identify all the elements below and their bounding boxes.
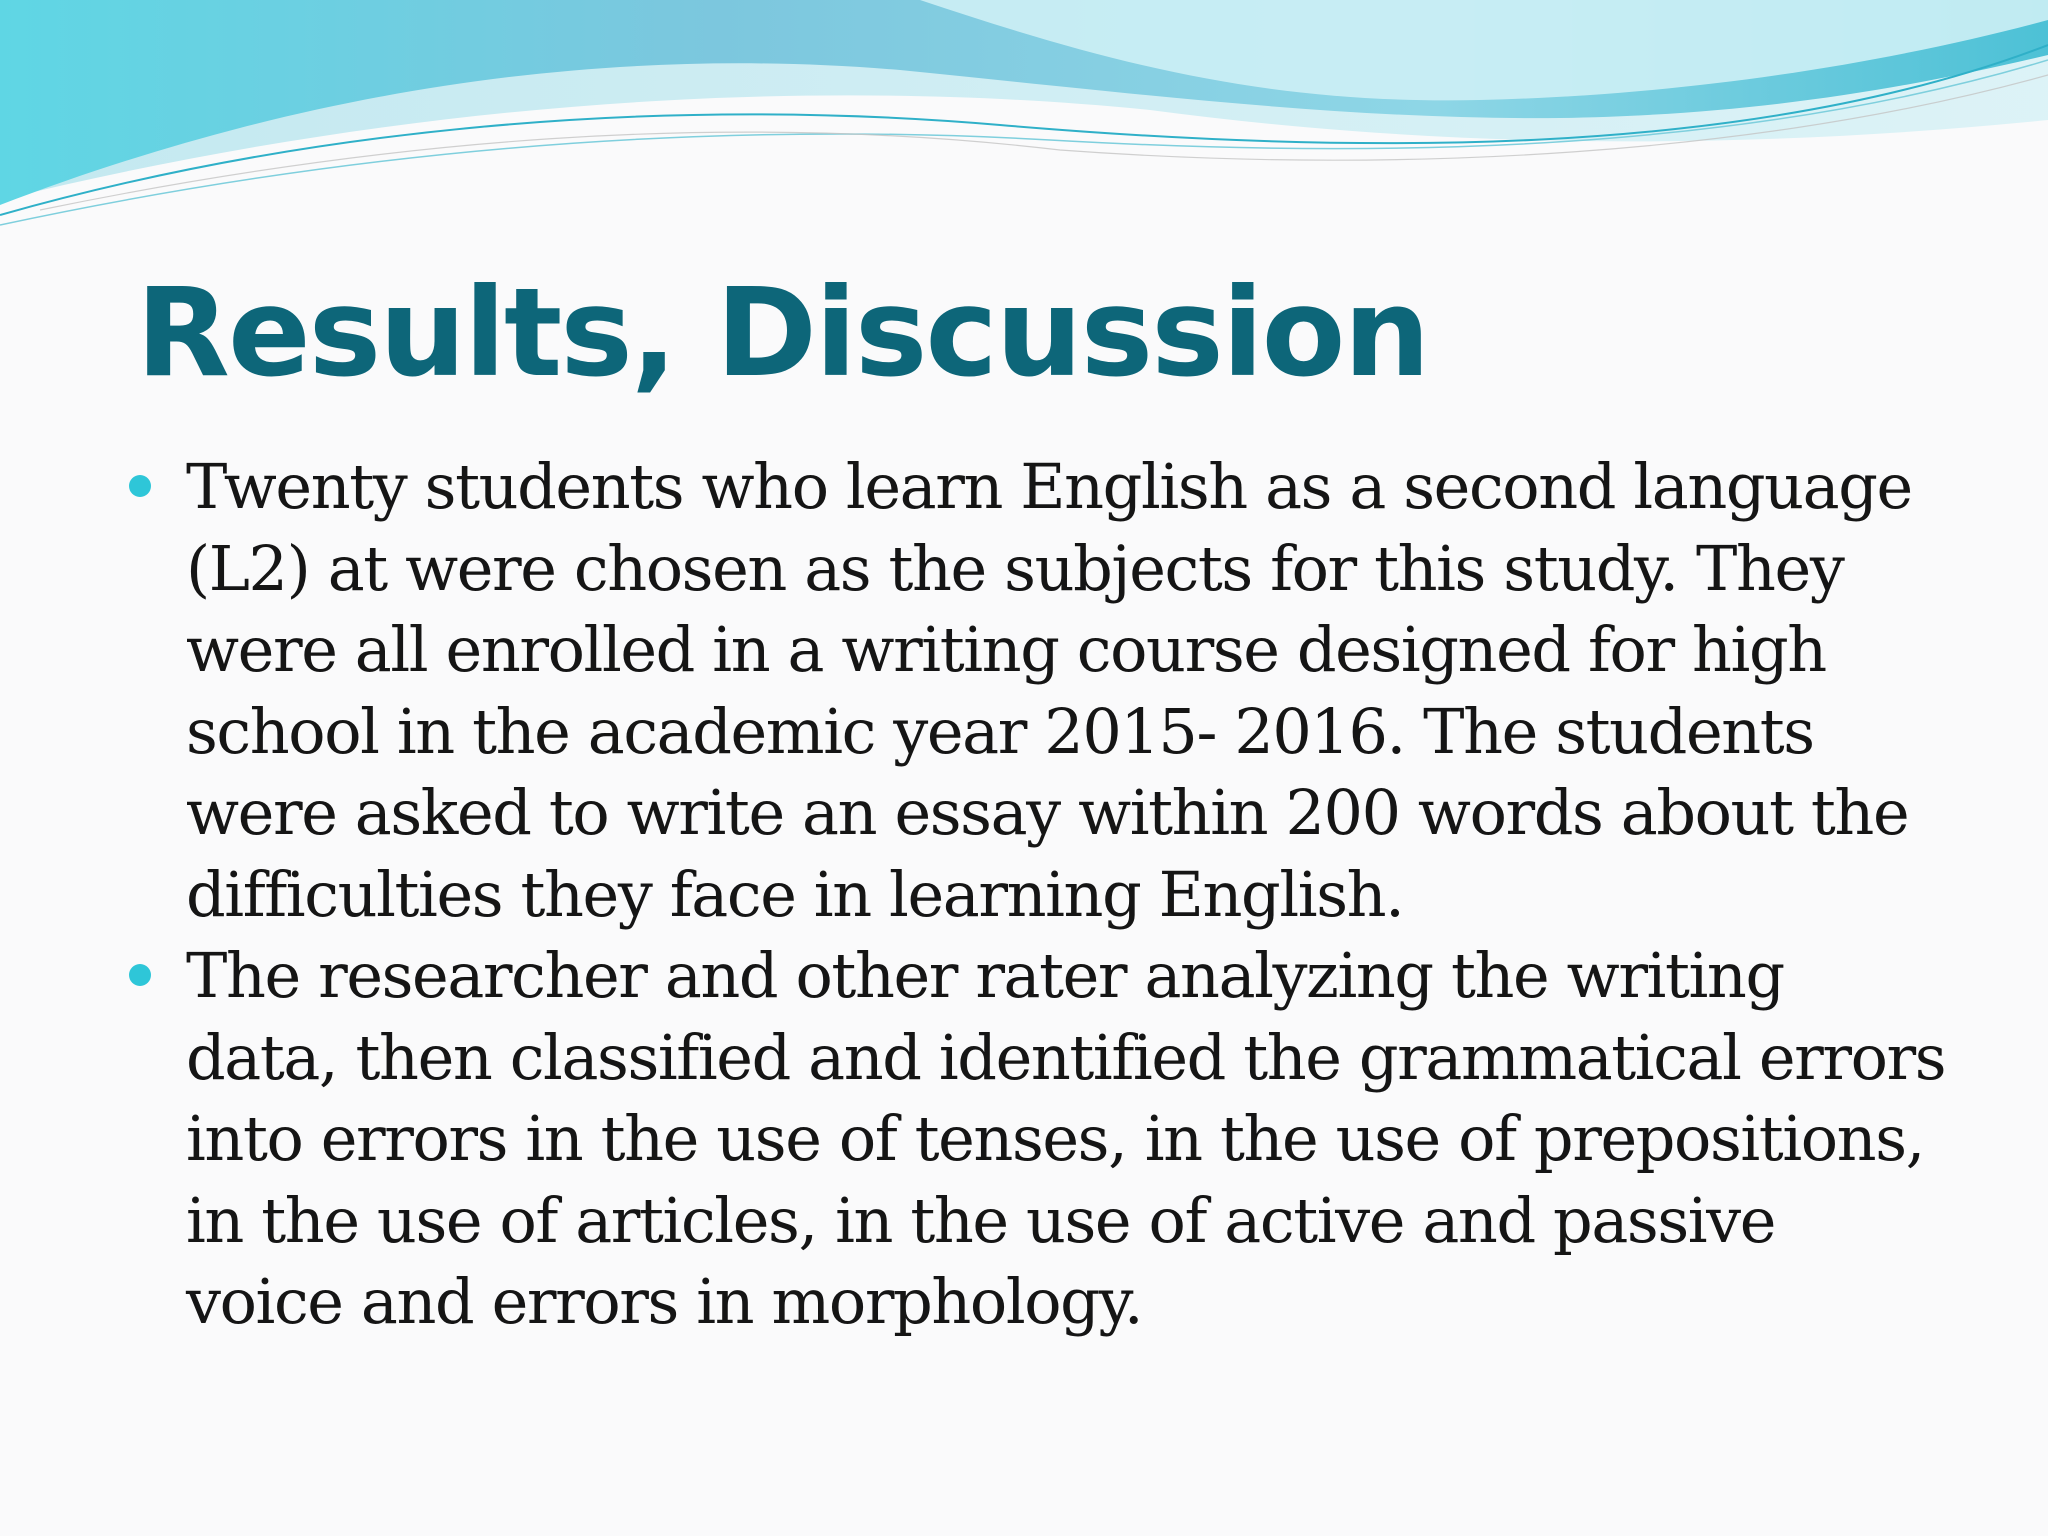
bullet-list [186, 446, 1946, 1343]
slide-title: Results, Discussion [136, 262, 1429, 404]
bullet-text: Twenty students who learn English as a second language (L2) at were chosen as the subjects for this study. They were all enrolled in a writing course designed for high school in the academic year 2015- 2016. The students were asked to write an essay within 200 words about the difficulties they face in learning English. [186, 450, 1912, 931]
bullet-item [186, 446, 1946, 935]
bullet-text: The researcher and other rater analyzing the writing data, then classified and identified the grammatical errors into errors in the use of tenses, in the use of prepositions, in the use of articles, in the use of active and passive voice and errors in morphology. [186, 939, 1946, 1338]
header-wave-decoration [0, 0, 2048, 240]
bullet-item [186, 935, 1946, 1343]
bullet-dot-icon [129, 475, 151, 497]
bullet-dot-icon [129, 964, 151, 986]
